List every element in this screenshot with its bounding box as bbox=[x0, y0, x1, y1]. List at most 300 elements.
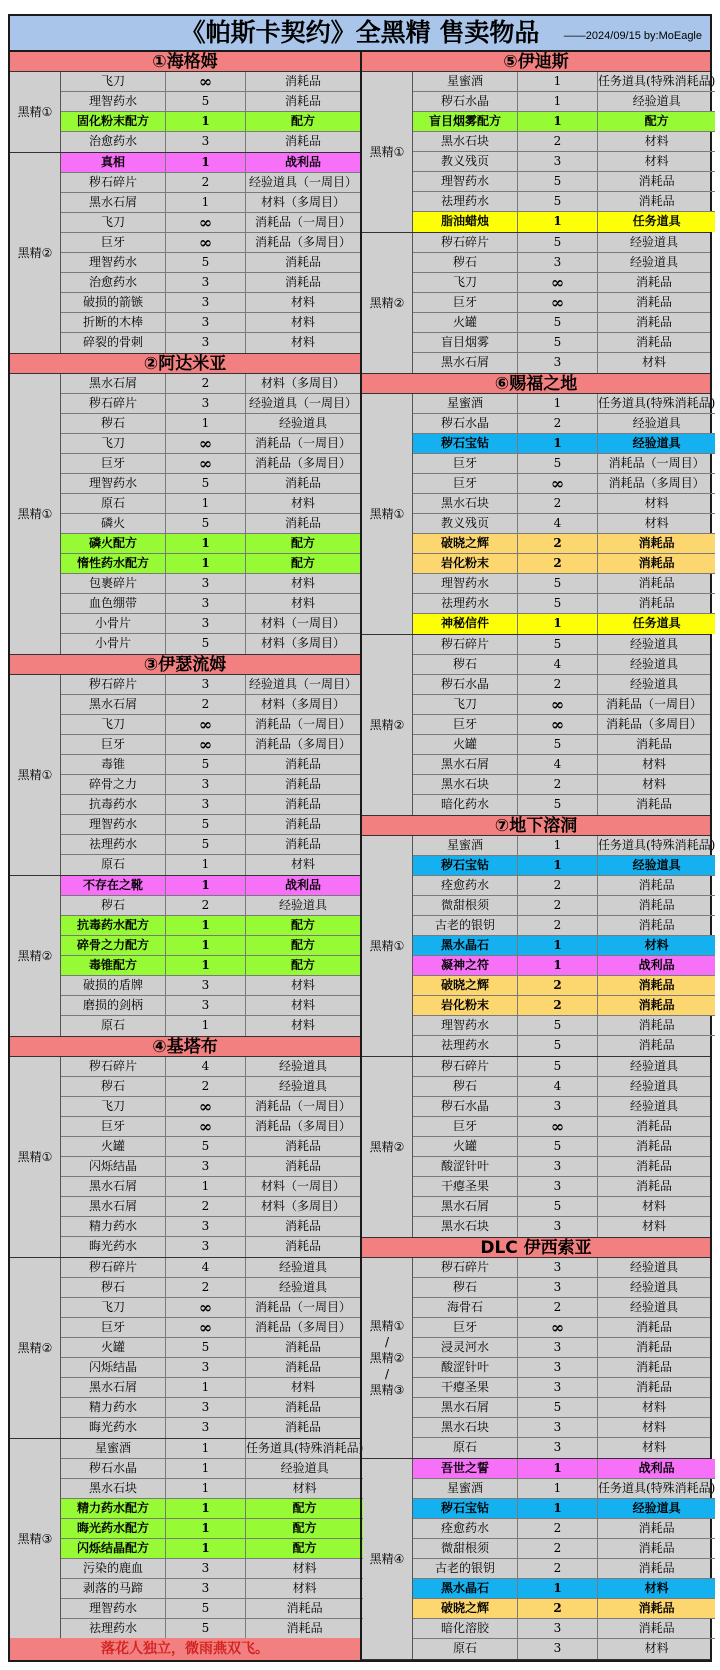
table-row bbox=[61, 1197, 360, 1217]
item-quantity: 1 bbox=[166, 1499, 246, 1518]
item-quantity: 1 bbox=[518, 856, 598, 875]
item-type: 经验道具 bbox=[632, 94, 681, 108]
item-type: 经验道具 bbox=[629, 637, 678, 651]
item-quantity: 1 bbox=[518, 1459, 598, 1478]
item-quantity: 5 bbox=[518, 313, 598, 332]
item-name: 破损的盾牌 bbox=[61, 976, 166, 995]
item-name: 理智药水 bbox=[413, 172, 518, 191]
item-name: 精力药水配方 bbox=[61, 1499, 166, 1518]
item-rows bbox=[413, 1459, 715, 1659]
item-name: 巨牙 bbox=[413, 474, 518, 493]
item-quantity: 3 bbox=[518, 1639, 598, 1659]
item-name: 黑水石屑 bbox=[413, 1398, 518, 1417]
item-quantity: 1 bbox=[518, 1499, 598, 1518]
item-quantity: 3 bbox=[166, 1579, 246, 1598]
item-name: 干瘪圣果 bbox=[413, 1177, 518, 1196]
item-name: 星蜜酒 bbox=[413, 1479, 518, 1498]
item-type: 经验道具 bbox=[632, 416, 681, 430]
table-row bbox=[413, 1036, 715, 1056]
table-row bbox=[413, 614, 715, 634]
item-name: 碎裂的骨刺 bbox=[61, 333, 166, 353]
item-quantity: 2 bbox=[518, 916, 598, 935]
item-type: 战利品 bbox=[638, 958, 675, 972]
item-type: 任务道具 bbox=[632, 616, 681, 630]
item-quantity: 2 bbox=[166, 896, 246, 915]
item-type: 材料（多周目） bbox=[260, 636, 345, 650]
table-row bbox=[61, 876, 360, 896]
item-quantity: ∞ bbox=[166, 233, 246, 252]
item-type: 配方 bbox=[292, 1541, 317, 1555]
item-name: 干瘪圣果 bbox=[413, 1378, 518, 1397]
table-row bbox=[413, 1278, 710, 1298]
table-row bbox=[61, 956, 360, 976]
item-quantity: 1 bbox=[518, 394, 598, 413]
item-type: 材料 bbox=[290, 596, 315, 610]
item-quantity: 3 bbox=[166, 996, 246, 1015]
item-quantity: 1 bbox=[166, 916, 246, 935]
table-row bbox=[61, 112, 360, 132]
item-name: 污染的鹿血 bbox=[61, 1559, 166, 1578]
item-name: 祛理药水 bbox=[61, 1619, 166, 1639]
item-type: 消耗品 bbox=[635, 1179, 672, 1193]
item-quantity: 2 bbox=[166, 695, 246, 714]
item-type: 材料 bbox=[644, 938, 669, 952]
item-type: 消耗品 bbox=[284, 1360, 321, 1374]
section-header: ③伊瑟流姆 bbox=[10, 655, 360, 675]
item-name: 飞刀 bbox=[413, 273, 518, 292]
table-row bbox=[413, 1438, 710, 1458]
item-type: 消耗品 bbox=[635, 1340, 672, 1354]
item-quantity: ∞ bbox=[518, 1318, 598, 1337]
tier-group bbox=[362, 635, 710, 816]
item-type: 材料 bbox=[644, 1641, 669, 1655]
table-row bbox=[413, 434, 715, 454]
item-quantity: 3 bbox=[518, 1177, 598, 1196]
item-name: 磨损的剑柄 bbox=[61, 996, 166, 1015]
item-quantity: 1 bbox=[166, 936, 246, 955]
item-quantity: ∞ bbox=[166, 1298, 246, 1317]
item-type: 经验道具 bbox=[629, 1280, 678, 1294]
item-quantity: ∞ bbox=[518, 293, 598, 312]
item-quantity: 2 bbox=[518, 876, 598, 895]
item-type: 配方 bbox=[292, 1521, 317, 1535]
tier-group bbox=[362, 836, 716, 1057]
item-name: 秽石 bbox=[61, 1077, 166, 1096]
item-quantity: 2 bbox=[166, 1077, 246, 1096]
item-type: 消耗品 bbox=[638, 1018, 675, 1032]
table-row bbox=[61, 153, 360, 173]
table-row bbox=[413, 1378, 710, 1398]
table-row bbox=[413, 1499, 715, 1519]
item-quantity: 1 bbox=[518, 956, 598, 975]
item-type: 材料 bbox=[641, 1440, 666, 1454]
table-row bbox=[413, 1338, 710, 1358]
tier-label: 黑精① bbox=[362, 72, 413, 232]
table-row bbox=[61, 454, 360, 474]
item-type: 配方 bbox=[644, 114, 669, 128]
item-quantity: 1 bbox=[166, 112, 246, 131]
item-type: 经验道具 bbox=[278, 898, 327, 912]
table-row bbox=[61, 1077, 360, 1097]
item-quantity: 1 bbox=[166, 494, 246, 513]
tier-label: 黑精② bbox=[10, 876, 61, 1036]
item-type: 消耗品 bbox=[635, 1360, 672, 1374]
item-name: 理智药水 bbox=[61, 92, 166, 111]
item-type: 消耗品 bbox=[635, 1139, 672, 1153]
item-quantity: 2 bbox=[518, 494, 598, 513]
item-type: 材料 bbox=[290, 295, 315, 309]
item-type: 配方 bbox=[290, 114, 315, 128]
item-quantity: 3 bbox=[518, 1338, 598, 1357]
table-row bbox=[61, 795, 360, 815]
item-type: 消耗品 bbox=[635, 1380, 672, 1394]
tier-group bbox=[10, 1439, 364, 1640]
table-row bbox=[61, 1559, 363, 1579]
item-name: 秽石碎片 bbox=[413, 1057, 518, 1076]
table-row bbox=[413, 1639, 715, 1659]
item-name: 黑水石块 bbox=[413, 1418, 518, 1437]
table-row bbox=[413, 896, 715, 916]
item-type: 消耗品 bbox=[635, 295, 672, 309]
table-row bbox=[61, 1338, 360, 1358]
item-quantity: 5 bbox=[518, 1057, 598, 1076]
item-name: 微甜根须 bbox=[413, 896, 518, 915]
item-name: 秽石水晶 bbox=[413, 1097, 518, 1116]
item-type: 消耗品 bbox=[284, 1340, 321, 1354]
item-type: 消耗品（一周目） bbox=[254, 1099, 351, 1113]
item-type: 材料 bbox=[290, 978, 315, 992]
item-type: 经验道具 bbox=[629, 1300, 678, 1314]
table-row bbox=[61, 1097, 360, 1117]
item-name: 理智药水 bbox=[413, 574, 518, 593]
table-row bbox=[413, 112, 715, 132]
item-name: 飞刀 bbox=[61, 715, 166, 734]
item-name: 星蜜酒 bbox=[413, 836, 518, 855]
item-type: 经验道具 bbox=[629, 255, 678, 269]
item-name: 精力药水 bbox=[61, 1398, 166, 1417]
item-type: 消耗品（一周目） bbox=[254, 436, 351, 450]
tier-label: 黑精① bbox=[10, 374, 61, 654]
table-row bbox=[413, 1177, 710, 1197]
item-type: 材料 bbox=[644, 154, 669, 168]
item-type: 消耗品（一周目） bbox=[254, 215, 351, 229]
table-row bbox=[413, 554, 715, 574]
item-type: 消耗品 bbox=[638, 998, 675, 1012]
item-name: 秽石 bbox=[61, 896, 166, 915]
tier-label: 黑精② bbox=[362, 635, 413, 815]
item-quantity: 1 bbox=[166, 1479, 246, 1498]
table-row bbox=[61, 1619, 363, 1639]
item-name: 火罐 bbox=[413, 313, 518, 332]
item-quantity: 5 bbox=[518, 172, 598, 191]
table-row bbox=[61, 394, 360, 414]
item-name: 理智药水 bbox=[61, 253, 166, 272]
item-quantity: 2 bbox=[518, 132, 598, 151]
tier-group bbox=[10, 675, 360, 876]
item-type: 任务道具(特殊消耗品) bbox=[598, 838, 716, 852]
tier-group bbox=[10, 153, 360, 354]
table-row bbox=[413, 494, 715, 514]
item-type: 材料 bbox=[641, 355, 666, 369]
item-name: 黑水石屑 bbox=[413, 1197, 518, 1216]
item-quantity: 1 bbox=[518, 836, 598, 855]
item-type: 消耗品 bbox=[284, 255, 321, 269]
item-type: 消耗品 bbox=[638, 878, 675, 892]
item-name: 巨牙 bbox=[61, 1318, 166, 1337]
item-quantity: 2 bbox=[518, 1599, 598, 1618]
item-type: 经验道具 bbox=[629, 1260, 678, 1274]
table-row bbox=[413, 514, 715, 534]
table-row bbox=[413, 1117, 710, 1137]
table-row bbox=[413, 635, 710, 655]
item-type: 消耗品 bbox=[638, 1561, 675, 1575]
item-name: 飞刀 bbox=[61, 213, 166, 232]
item-type: 经验道具 bbox=[632, 1501, 681, 1515]
item-name: 盲目烟雾配方 bbox=[413, 112, 518, 131]
table-row bbox=[413, 253, 710, 273]
item-quantity: 2 bbox=[518, 414, 598, 433]
item-name: 抗毒药水配方 bbox=[61, 916, 166, 935]
item-quantity: 2 bbox=[518, 896, 598, 915]
item-name: 巨牙 bbox=[61, 735, 166, 754]
table-row bbox=[61, 1499, 363, 1519]
table-row bbox=[61, 173, 360, 193]
item-quantity: 3 bbox=[166, 574, 246, 593]
tier-group bbox=[10, 374, 360, 655]
item-name: 秽石宝钻 bbox=[413, 856, 518, 875]
table-row bbox=[413, 1358, 710, 1378]
tier-label: 黑精① bbox=[362, 394, 413, 634]
item-rows bbox=[61, 374, 360, 654]
table-row bbox=[61, 72, 360, 92]
item-quantity: 2 bbox=[518, 554, 598, 573]
item-type: 配方 bbox=[290, 918, 315, 932]
item-type: 消耗品 bbox=[635, 737, 672, 751]
item-type: 配方 bbox=[290, 556, 315, 570]
item-quantity: 2 bbox=[518, 1539, 598, 1558]
item-name: 小骨片 bbox=[61, 614, 166, 633]
table-row bbox=[61, 1378, 360, 1398]
item-quantity: 5 bbox=[166, 1619, 246, 1639]
item-type: 材料 bbox=[290, 315, 315, 329]
item-type: 材料（多周目） bbox=[260, 1199, 345, 1213]
item-name: 理智药水 bbox=[61, 815, 166, 834]
item-quantity: 1 bbox=[166, 876, 246, 895]
table-row bbox=[413, 92, 715, 112]
item-quantity: 1 bbox=[166, 1519, 246, 1538]
item-quantity: ∞ bbox=[166, 454, 246, 473]
item-quantity: ∞ bbox=[518, 715, 598, 734]
item-quantity: 3 bbox=[518, 1097, 598, 1116]
item-name: 黑水石屑 bbox=[61, 1378, 166, 1397]
table-row bbox=[413, 956, 715, 976]
item-type: 消耗品（一周目） bbox=[605, 697, 702, 711]
item-type: 消耗品（多周目） bbox=[608, 476, 705, 490]
item-type: 任务道具(特殊消耗品) bbox=[598, 74, 716, 88]
item-type: 消耗品 bbox=[638, 1601, 675, 1615]
item-name: 秽石碎片 bbox=[61, 675, 166, 694]
section-header: DLC 伊西索亚 bbox=[362, 1238, 710, 1258]
item-name: 原石 bbox=[61, 1016, 166, 1036]
item-name: 秽石 bbox=[413, 253, 518, 272]
item-name: 黑水石块 bbox=[61, 1479, 166, 1498]
item-name: 破晓之辉 bbox=[413, 1599, 518, 1618]
item-type: 消耗品 bbox=[638, 174, 675, 188]
item-quantity: 1 bbox=[166, 855, 246, 875]
table-row bbox=[61, 1258, 360, 1278]
item-quantity: ∞ bbox=[518, 1117, 598, 1136]
item-type: 消耗品（多周目） bbox=[254, 456, 351, 470]
table-row bbox=[413, 936, 715, 956]
item-type: 材料 bbox=[644, 496, 669, 510]
item-type: 材料 bbox=[292, 1581, 317, 1595]
table-row bbox=[413, 72, 715, 92]
item-quantity: 1 bbox=[518, 1479, 598, 1498]
table-row bbox=[61, 815, 360, 835]
item-type: 经验道具 bbox=[629, 235, 678, 249]
table-row bbox=[413, 1197, 710, 1217]
item-quantity: 3 bbox=[166, 775, 246, 794]
item-type: 消耗品 bbox=[635, 1119, 672, 1133]
tier-label: 黑精② bbox=[10, 153, 61, 353]
item-type: 消耗品 bbox=[284, 94, 321, 108]
item-rows bbox=[413, 1057, 710, 1237]
item-quantity: ∞ bbox=[166, 1097, 246, 1116]
item-quantity: 2 bbox=[518, 1559, 598, 1578]
credit-line: ——2024/09/15 by:MoEagle bbox=[563, 30, 702, 42]
item-quantity: 5 bbox=[166, 755, 246, 774]
item-type: 经验道具（一周目） bbox=[248, 175, 357, 189]
item-type: 材料（一周目） bbox=[260, 1179, 345, 1193]
item-rows bbox=[61, 876, 360, 1036]
item-type: 战利品 bbox=[284, 155, 321, 169]
item-quantity: 2 bbox=[166, 1278, 246, 1297]
table-row bbox=[413, 414, 715, 434]
item-name: 火罐 bbox=[413, 1137, 518, 1156]
item-quantity: 2 bbox=[166, 173, 246, 192]
item-quantity: 2 bbox=[518, 775, 598, 794]
item-quantity: 5 bbox=[518, 233, 598, 252]
item-name: 秽石碎片 bbox=[413, 635, 518, 654]
item-quantity: 1 bbox=[166, 193, 246, 212]
item-type: 配方 bbox=[290, 536, 315, 550]
table-row bbox=[413, 976, 715, 996]
item-quantity: ∞ bbox=[518, 273, 598, 292]
item-name: 秽石 bbox=[61, 414, 166, 433]
item-name: 秽石 bbox=[61, 1278, 166, 1297]
tier-label: 黑精① / 黑精② / 黑精③ bbox=[362, 1258, 413, 1458]
table-row bbox=[61, 92, 360, 112]
item-type: 经验道具 bbox=[632, 858, 681, 872]
table-row bbox=[413, 1217, 710, 1237]
table-row bbox=[61, 1318, 360, 1338]
item-quantity: 4 bbox=[518, 755, 598, 774]
item-quantity: 3 bbox=[166, 132, 246, 152]
item-name: 神秘信件 bbox=[413, 614, 518, 634]
item-type: 配方 bbox=[290, 938, 315, 952]
item-type: 消耗品 bbox=[284, 837, 321, 851]
table-row bbox=[61, 313, 360, 333]
item-name: 脂油蜡烛 bbox=[413, 212, 518, 232]
item-name: 剥落的马蹄 bbox=[61, 1579, 166, 1598]
table-row bbox=[413, 755, 710, 775]
table-row bbox=[413, 233, 710, 253]
item-type: 消耗品 bbox=[284, 1239, 321, 1253]
table-row bbox=[61, 1217, 360, 1237]
item-type: 战利品 bbox=[284, 878, 321, 892]
item-type: 消耗品（一周目） bbox=[254, 717, 351, 731]
table-row bbox=[61, 996, 360, 1016]
item-quantity: 3 bbox=[166, 293, 246, 312]
item-type: 材料 bbox=[641, 757, 666, 771]
item-name: 飞刀 bbox=[413, 695, 518, 714]
item-quantity: ∞ bbox=[166, 1117, 246, 1136]
item-type: 经验道具 bbox=[632, 436, 681, 450]
item-name: 火罐 bbox=[413, 735, 518, 754]
item-name: 巨牙 bbox=[413, 715, 518, 734]
item-name: 秽石碎片 bbox=[61, 1057, 166, 1076]
item-rows bbox=[413, 72, 715, 232]
table-row bbox=[61, 1016, 360, 1036]
item-quantity: 2 bbox=[166, 1197, 246, 1216]
item-name: 吾世之誓 bbox=[413, 1459, 518, 1478]
item-quantity: 5 bbox=[518, 1036, 598, 1056]
item-name: 痊愈药水 bbox=[413, 876, 518, 895]
item-type: 经验道具 bbox=[629, 657, 678, 671]
table-row bbox=[61, 474, 360, 494]
item-quantity: 3 bbox=[166, 1237, 246, 1257]
table-row bbox=[413, 1097, 710, 1117]
item-type: 消耗品 bbox=[284, 1219, 321, 1233]
table-row bbox=[413, 1258, 710, 1278]
table-row bbox=[413, 353, 710, 373]
right-column bbox=[360, 52, 716, 1660]
item-type: 经验道具 bbox=[629, 677, 678, 691]
section-header: ①海格姆 bbox=[10, 52, 360, 72]
item-name: 黑水石屑 bbox=[413, 755, 518, 774]
item-type: 经验道具（一周目） bbox=[248, 396, 357, 410]
item-quantity: 3 bbox=[166, 1157, 246, 1176]
table-row bbox=[413, 876, 715, 896]
item-type: 任务道具 bbox=[632, 214, 681, 228]
tier-label: 黑精② bbox=[10, 1258, 61, 1438]
item-name: 黑水石块 bbox=[413, 494, 518, 513]
table-row bbox=[413, 454, 715, 474]
table-row bbox=[413, 775, 710, 795]
item-quantity: 3 bbox=[166, 1398, 246, 1417]
item-quantity: 1 bbox=[166, 554, 246, 573]
item-type: 消耗品 bbox=[635, 315, 672, 329]
item-quantity: 3 bbox=[518, 152, 598, 171]
item-name: 秽石 bbox=[413, 655, 518, 674]
table-row bbox=[61, 1519, 363, 1539]
table-row bbox=[61, 715, 360, 735]
item-name: 微甜根须 bbox=[413, 1539, 518, 1558]
item-name: 秽石 bbox=[413, 1077, 518, 1096]
table-row bbox=[61, 695, 360, 715]
table-row bbox=[61, 1157, 360, 1177]
item-quantity: 1 bbox=[166, 1539, 246, 1558]
item-name: 惰性药水配方 bbox=[61, 554, 166, 573]
item-quantity: 1 bbox=[166, 153, 246, 172]
item-type: 任务道具(特殊消耗品) bbox=[598, 396, 716, 410]
table-row bbox=[61, 1479, 363, 1499]
table-row bbox=[413, 172, 715, 192]
item-type: 消耗品（多周目） bbox=[254, 1320, 351, 1334]
item-quantity: 1 bbox=[166, 1016, 246, 1036]
item-type: 消耗品 bbox=[635, 335, 672, 349]
item-type: 消耗品 bbox=[638, 596, 675, 610]
